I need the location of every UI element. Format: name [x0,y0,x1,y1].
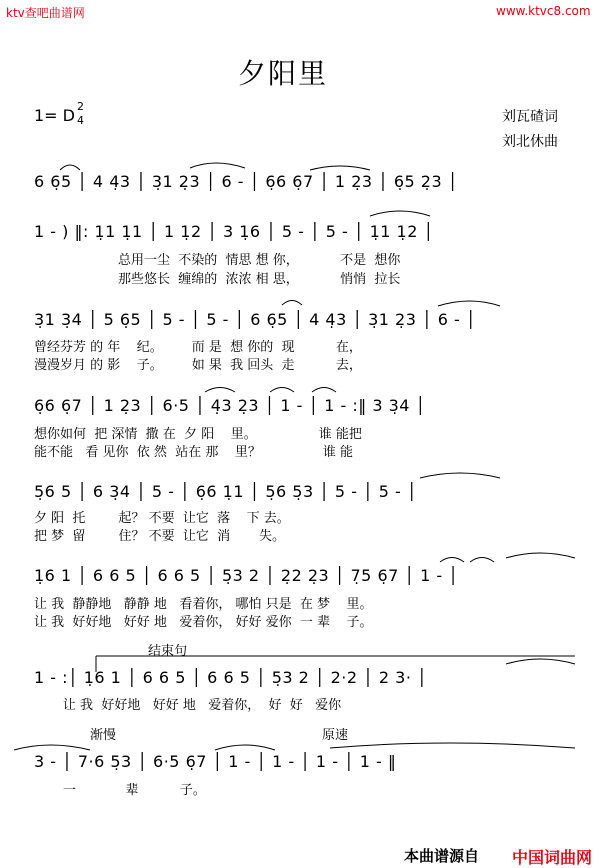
slur [190,163,245,168]
slur [270,388,294,393]
slur [310,166,370,170]
score-title: 夕阳里 [238,57,329,90]
meter-top: 2 [77,100,84,113]
slur [14,745,90,750]
system-4-lyrics-verse1: 想你如何 把 深情 撒 在 夕 阳 里。 谁 能把 [34,427,362,442]
slur [420,473,500,478]
system-1-notes: 6 6̣5 │ 4 4̣3 │ 3̣1 2̣3 │ 6 - │ 6̣6 6̣7 │ 1 2̣3 │ 6̣5 2̣3 │ [34,172,458,191]
slur [440,558,464,563]
system-3-lyrics-verse2: 漫漫岁月 的 影 子。 如 果 我 回头 走 去， [34,358,362,373]
system-8-lyrics: 一 辈 子。 [34,783,206,798]
system-6-lyrics-verse2: 让 我 好好地 好好 地 爱着你， 好好 爱你 一 辈 子。 [34,615,373,630]
ending-label: 结束句 [148,644,188,659]
slur [60,165,80,170]
system-6-notes: 1̣6 1 │ 6 6 5 │ 6 6 5 │ 5̣3 2 │ 2̣2 2̣3 │ 7̣5 6̣7 │ 1 - │ [34,566,459,585]
system-6-lyrics-verse1: 让 我 静静地 静静 地 看着你， 哪怕 只是 在 梦 里。 [34,597,373,612]
slur [506,659,575,664]
composer-credit: 刘北休曲 [502,134,558,150]
slur [506,553,575,558]
slur [205,388,235,393]
system-4-notes: 6̣6 6̣7 │ 1 2̣3 │ 6·5 │ 4̣3 2̣3 │ 1 - │ 1 - :‖ 3 3̣4 │ [34,396,426,415]
footer-source-label: 本曲谱源自 [404,847,480,865]
system-8-notes: 3 - │ 7·6 5̣3 │ 6·5 6̣7 │ 1 - │ 1 - │ 1 - │ 1 - ‖ [34,752,397,771]
watermark-left: ktv查吧曲谱网 [6,6,85,20]
system-4-lyrics-verse2: 能不能 看 见你 依 然 站在 那 里？ 谁 能 [34,445,353,460]
system-2-lyrics-verse2: 那些悠长 缠绵的 浓浓 相 思， 悄悄 拉长 [118,272,401,287]
lyricist-credit: 刘瓦碴词 [502,109,558,125]
slur [438,301,500,306]
system-2-lyrics-verse1: 总用一尘 不染的 情思 想 你， 不是 想你 [118,253,401,268]
slur [312,388,336,393]
system-7-notes: 1 - :│ 1̣6 1 │ 6 6 5 │ 6 6 5 │ 5̣3 2 │ 2·2 │ 2 3· │ [34,668,428,687]
key-signature: 1= D [34,106,75,125]
system-7-lyrics: 让 我 好好地 好好 地 爱着你， 好 好 爱你 [34,698,342,713]
meter-bottom: 4 [77,114,84,127]
slur [330,743,575,748]
system-5-lyrics-verse2: 把 梦 留 住？ 不要 让它 消 失。 [34,529,286,544]
watermark-right: www.ktvc8.com [496,4,591,18]
system-3-notes: 3̣1 3̣4 │ 5 6̣5 │ 5 - │ 5 - │ 6 6̣5 │ 4 4̣3 │ 3̣1 2̣3 │ 6 - │ [34,310,476,329]
slur [470,558,494,563]
system-5-lyrics-verse1: 夕 阳 托 起？ 不要 让它 落 下 去。 [34,511,290,526]
system-3-lyrics-verse1: 曾经芬芳 的 年 纪。 而 是 想 你的 现 在， [34,340,362,355]
system-5-notes: 5̣6 5 │ 6 3̣4 │ 5 - │ 6̣6 1̣1 │ 5̣6 5̣3 │ 5 - │ 5 - │ [34,482,418,501]
slur [370,211,430,216]
ritardando-label: 渐慢 [90,728,117,743]
a-tempo-label: 原速 [322,728,349,743]
slur [215,745,275,750]
footer-source-site: 中国词曲网 [512,848,593,867]
system-2-notes: 1 - ) ‖: 1̣1 1̣1 │ 1 1̣2 │ 3 1̣6 │ 5 - │ 5 - │ 1̣1 1̣2 │ [34,222,434,241]
slur [282,301,302,306]
